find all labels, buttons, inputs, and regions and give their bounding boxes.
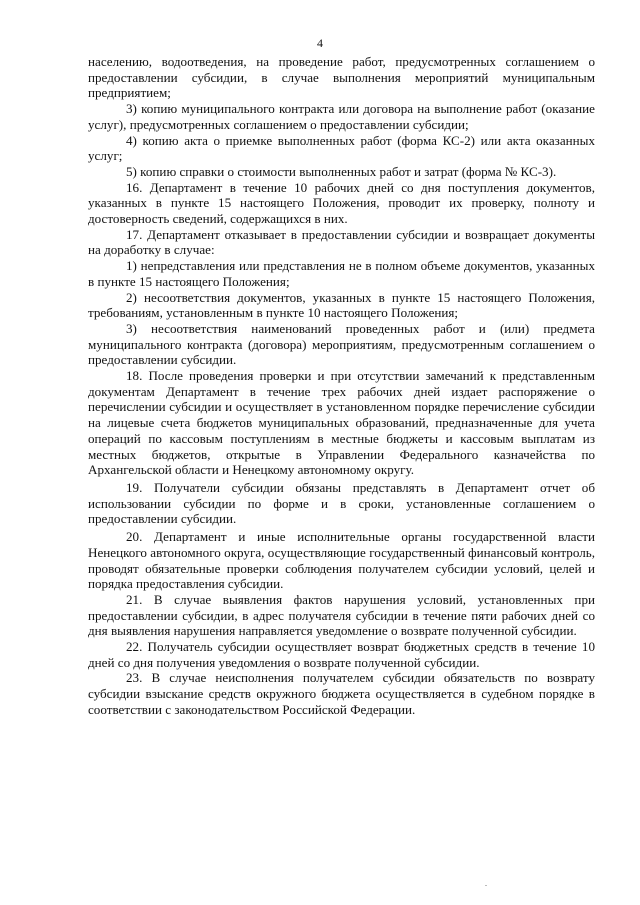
clause-17-item-2: 2) несоответствия документов, указанных в пункте 15 настоящего Положения, требованиям, установленным в пункте 10 настоящего Положения;	[88, 289, 595, 321]
list-item-4: 4) копию акта о приемке выполненных работ (форма КС-2) или акта оказанных услуг;	[88, 132, 595, 164]
clause-21: 21. В случае выявления фактов нарушения условий, установленных при предоставлении субсидии, в адрес получателя субсидии в течение пяти рабочих дней со дня выявления нарушения направляется уведомление о возврате полученной субсидии.	[88, 591, 595, 639]
clause-17-item-3: 3) несоответствия наименований проведенных работ и (или) предмета муниципального контракта (договора) мероприятиям, предусмотренным соглашением о предоставлении субсидии.	[88, 320, 595, 368]
clause-16: 16. Департамент в течение 10 рабочих дней со дня поступления документов, указанных в пункте 15 настоящего Положения, проводит их проверку, полноту и достоверность сведений, содержащихся в них.	[88, 179, 595, 227]
document-body	[88, 54, 595, 718]
page-number: 4	[317, 36, 323, 50]
list-item-3: 3) копию муниципального контракта или договора на выполнение работ (оказание услуг), предусмотренных соглашением о предоставлении субсидии;	[88, 101, 595, 132]
clause-20: 20. Департамент и иные исполнительные органы государственной власти Ненецкого автономного округа, осуществляющие государственный финансовый контроль, проводят обязательные проверки соблюдения получателем субсидии условий, целей и порядка предоставления субсидии.	[88, 529, 595, 592]
clause-17: 17. Департамент отказывает в предоставлении субсидии и возвращает документы на доработку в случае:	[88, 226, 595, 258]
clause-17-item-1: 1) непредставления или представления не в полном объеме документов, указанных в пункте 15 настоящего Положения;	[88, 258, 595, 289]
clause-23: 23. В случае неисполнения получателем субсидии обязательств по возврату субсидии взыскание средств окружного бюджета осуществляется в судебном порядке в соответствии с законодательством Российской Федерации.	[88, 670, 595, 717]
list-item-5: 5) копию справки о стоимости выполненных работ и затрат (форма № КС-3).	[126, 163, 557, 179]
paragraph-continuation: населению, водоотведения, на проведение работ, предусмотренных соглашением о предоставлении субсидии, в случае выполнения мероприятий муниципальным предприятием;	[88, 54, 595, 101]
clause-19: 19. Получатели субсидии обязаны представлять в Департамент отчет об использовании субсидии по форме и в сроки, установленные соглашением о предоставлении субсидии.	[88, 479, 595, 527]
clause-22: 22. Получатель субсидии осуществляет возврат бюджетных средств в течение 10 дней со дня получения уведомления о возврате полученной субсидии.	[88, 639, 595, 670]
clause-18: 18. После проведения проверки и при отсутствии замечаний к представленным документам Департамент в течение трех рабочих дней издает распоряжение о перечислении субсидии и осуществляет в установленном порядке перечисление субсидии на лицевые счета бюджетов муниципальных образований, предназначенные для учета операций по кассовым поступлениям в местные бюджеты и кассовым выплатам из местных бюджетов, открытые в Управлении Федерального казначейства по Архангельской области и Ненецкому автономному округу.	[88, 368, 595, 478]
scan-speck	[485, 885, 487, 886]
